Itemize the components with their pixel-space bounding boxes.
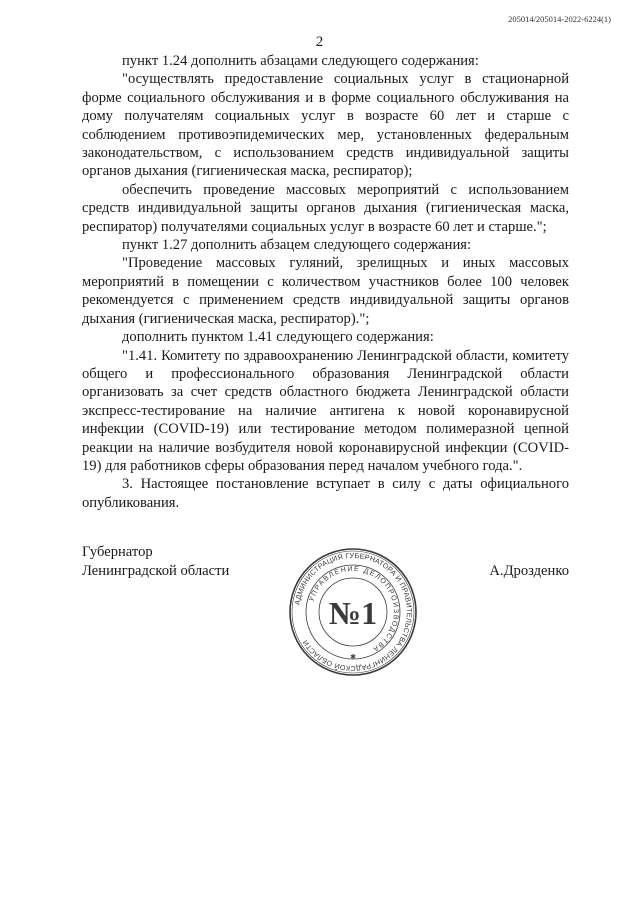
signatory-title: [82, 543, 229, 581]
paragraph: "1.41. Комитету по здравоохранению Ленинградской области, комитету общего и профессионального образования Ленинградской области организовать за счет средств областного бюджета Ленинградской области экспресс-тестирование на наличие антигена к новой коронавирусной инфекции (COVID-19) или тестирование методом полимеразной цепной реакции на наличие возбудителя новой коронавирусной инфекции (COVID-19) для работников сферы образования перед началом учебного года.".: [82, 347, 569, 474]
paragraph: пункт 1.27 дополнить абзацем следующего содержания:: [122, 237, 472, 254]
paragraph: "Проведение массовых гуляний, зрелищных и иных массовых мероприятий в помещении с количеством участников более 100 человек рекомендуется с применением средств индивидуальной защиты органов дыхания (гигиеническая маска, респиратор).";: [82, 255, 569, 327]
paragraph: обеспечить проведение массовых мероприятий с использованием средств индивидуальной защиты органов дыхания (гигиеническая маска, респиратор) получателями социальных услуг в возрасте 60 лет и старше.";: [82, 181, 569, 235]
stamp-center-number: №1: [328, 595, 378, 631]
paragraph: "осуществлять предоставление социальных услуг в стационарной форме социального обслуживания и в форме социального обслуживания на дому получателям социальных услуг в возрасте 60 лет и старше с соблюдением противоэпидемических мер, установленных федеральным законодательством, с использованием средств индивидуальной защиты органов дыхания (гигиеническая маска, респиратор);: [82, 71, 569, 180]
paragraph: 3. Настоящее постановление вступает в силу с даты официального опубликования.: [82, 476, 569, 511]
signatory-title-line: Губернатор: [82, 544, 153, 560]
document-id: 205014/205014-2022-6224(1): [508, 14, 611, 24]
signatory-name: А.Дрозденко: [489, 563, 569, 579]
svg-text:✱: ✱: [350, 653, 356, 661]
stamp-inner-text: УПРАВЛЕНИЕ ДЕЛОПРОИЗВОДСТВА: [308, 565, 400, 653]
stamp-outer-text: АДМИНИСТРАЦИЯ ГУБЕРНАТОРА И ПРАВИТЕЛЬСТВА ЛЕНИНГРАДСКОЙ ОБЛАСТИ: [292, 550, 415, 674]
document-body: [82, 52, 569, 512]
paragraph: дополнить пунктом 1.41 следующего содержания:: [122, 329, 434, 346]
signatory-title-line: Ленинградской области: [82, 563, 230, 579]
official-stamp: [288, 547, 418, 677]
paragraph: пункт 1.24 дополнить абзацами следующего содержания:: [122, 53, 479, 69]
page-number: 2: [315, 34, 324, 50]
